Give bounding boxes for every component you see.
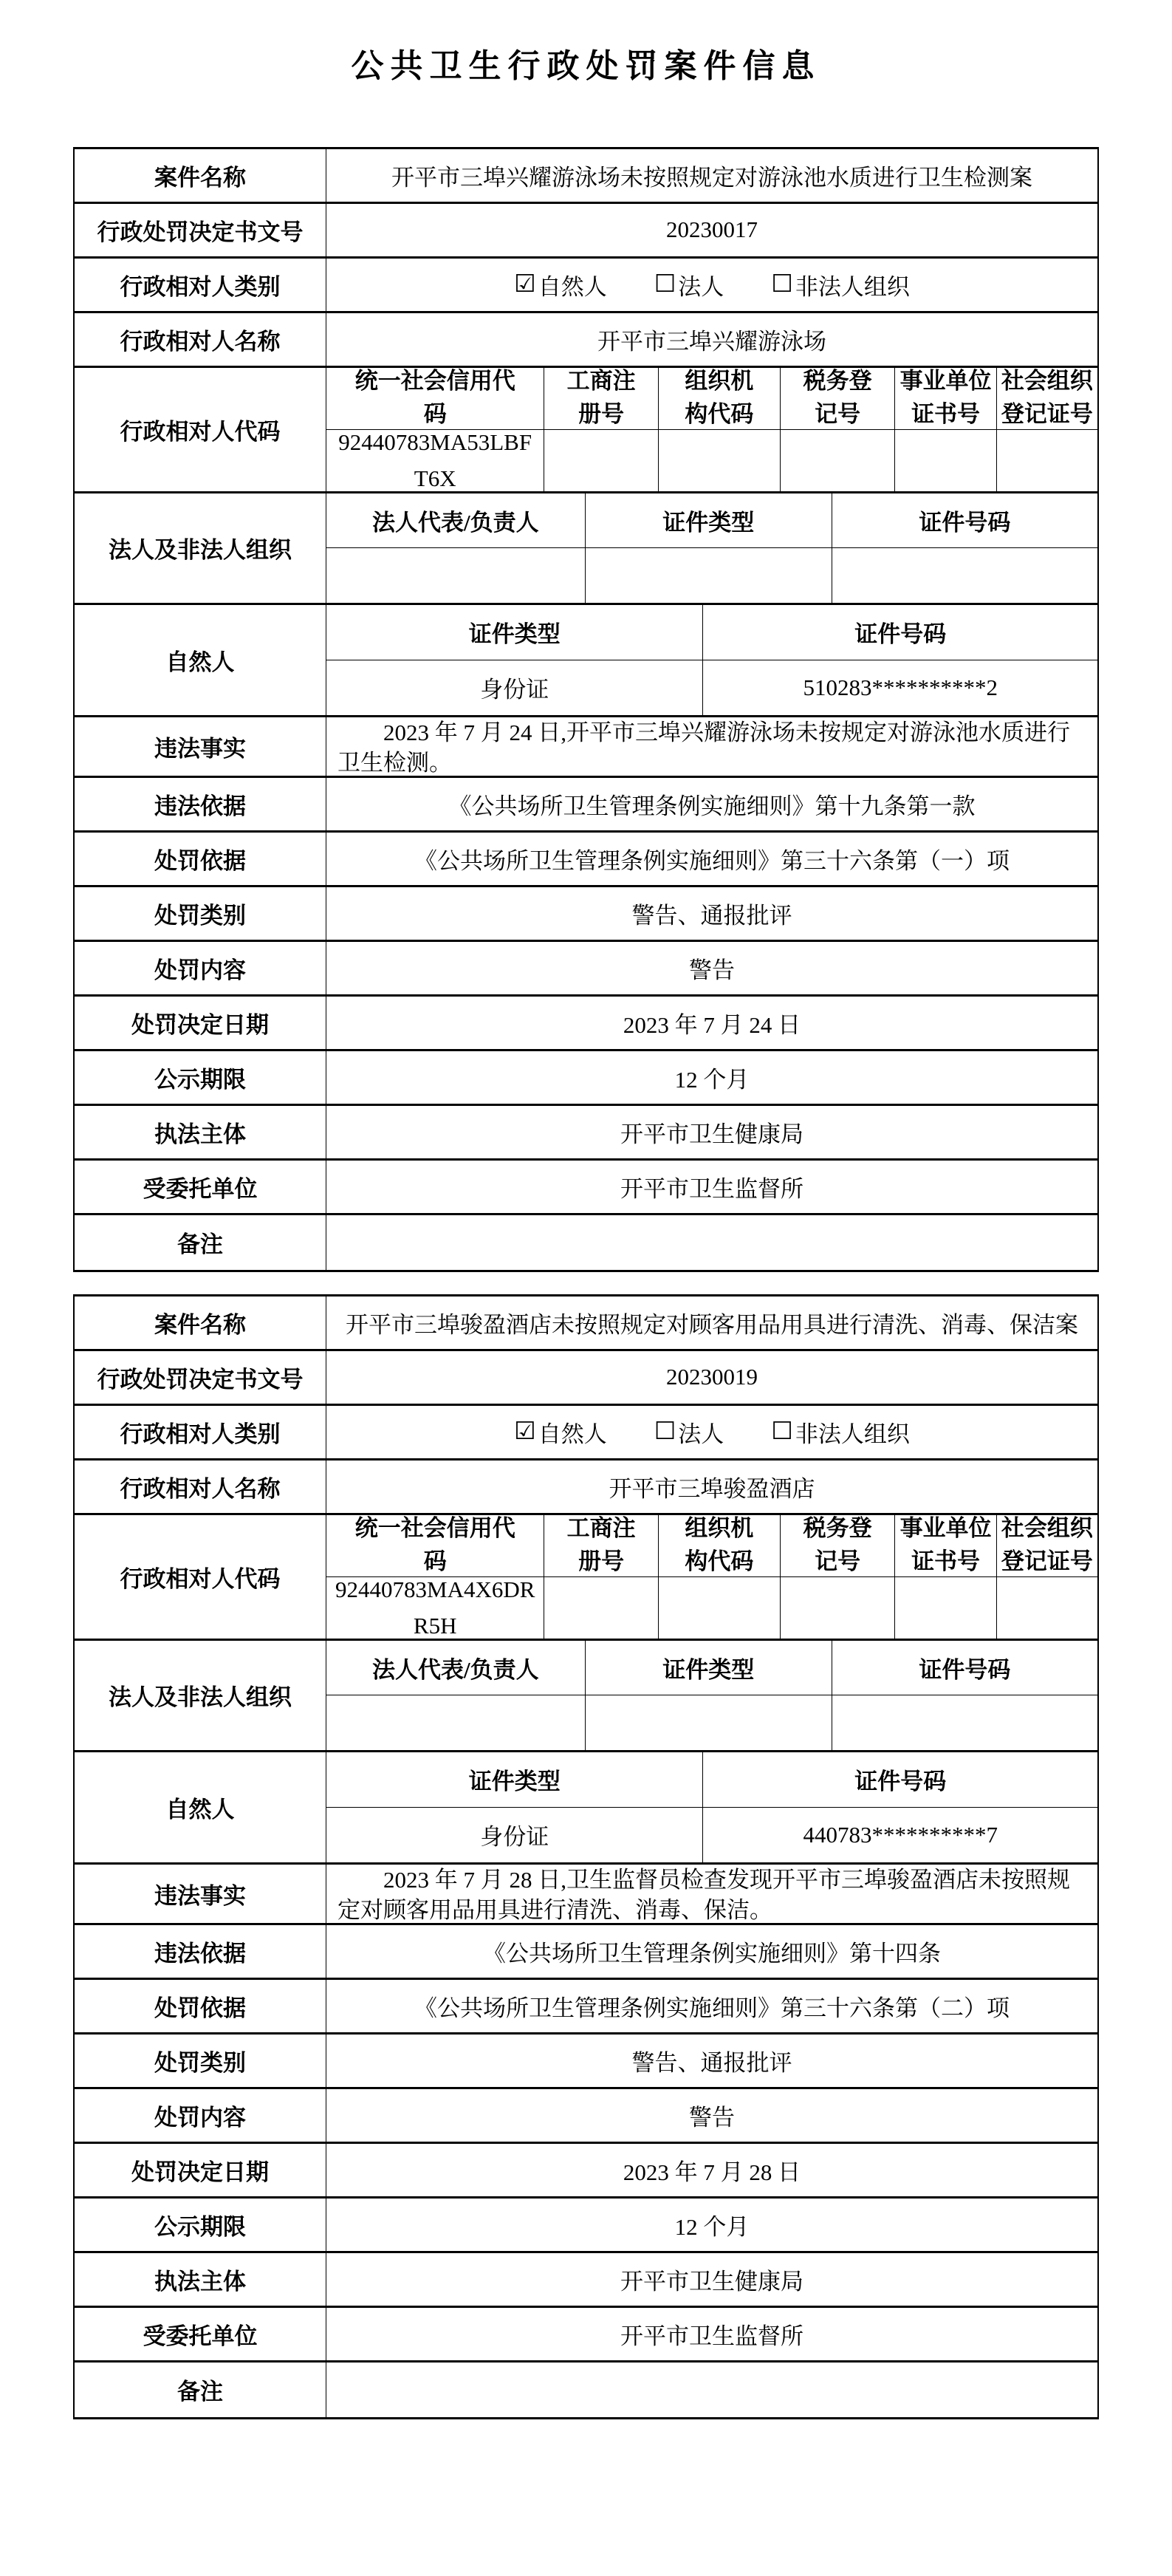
row-case-name — [75, 149, 1097, 204]
row-party-type — [75, 259, 1097, 313]
credit-code-header: 统一社会信用代码 — [326, 368, 544, 430]
natural-cert-type-header: 证件类型 — [326, 1752, 702, 1808]
penalty-date-label: 处罚决定日期 — [75, 997, 326, 1049]
row-legal-org — [75, 1641, 1097, 1752]
checkbox-checked-icon: ☑ — [514, 268, 536, 298]
fact-label: 违法事实 — [75, 1865, 326, 1923]
row-party-code — [75, 368, 1097, 493]
penalty-content-label: 处罚内容 — [75, 2089, 326, 2142]
penalty-content-value: 警告 — [689, 2104, 735, 2131]
social-org-cert-value — [996, 1577, 1097, 1639]
legal-org-subtable — [326, 1641, 1097, 1750]
fact-basis-label: 违法依据 — [75, 1925, 326, 1978]
row-party-name — [75, 1460, 1097, 1515]
party-type-options — [514, 268, 910, 301]
legal-cert-type-value — [585, 548, 832, 603]
party-type-option-label: 自然人 — [538, 1421, 607, 1447]
party-name-value: 开平市三埠骏盈酒店 — [609, 1475, 815, 1502]
remark-value — [326, 1215, 1097, 1270]
row-remark — [75, 1215, 1097, 1270]
legal-org-label: 法人及非法人组织 — [75, 493, 326, 603]
party-code-label: 行政相对人代码 — [75, 368, 326, 491]
tax-reg-no-header: 税务登记号 — [780, 1515, 895, 1577]
row-fact — [75, 1865, 1097, 1925]
row-penalty-date — [75, 2144, 1097, 2199]
legal-rep-header: 法人代表/负责人 — [326, 493, 585, 548]
row-enforcer — [75, 1106, 1097, 1161]
tax-reg-no-value — [780, 430, 895, 491]
party-type-option-label: 法人 — [678, 1421, 724, 1447]
legal-cert-no-value — [832, 548, 1097, 603]
checkbox-unchecked-icon: ☐ — [654, 268, 676, 298]
party-type-option-label: 法人 — [678, 273, 724, 300]
party-type-option-unincorporated-org — [771, 268, 910, 301]
penalty-basis-label: 处罚依据 — [75, 1980, 326, 2032]
social-org-cert-header: 社会组织登记证号 — [996, 368, 1097, 430]
row-natural-person — [75, 605, 1097, 717]
business-reg-no-value — [544, 1577, 658, 1639]
legal-rep-value — [326, 1695, 585, 1750]
party-type-option-legal-person — [654, 1415, 724, 1449]
business-reg-no-header: 工商注册号 — [544, 368, 658, 430]
public-period-label: 公示期限 — [75, 1051, 326, 1104]
row-fact-basis — [75, 1925, 1097, 1980]
tax-reg-no-header: 税务登记号 — [780, 368, 895, 430]
row-doc-no — [75, 204, 1097, 259]
party-code-subtable — [326, 1515, 1097, 1639]
row-party-name — [75, 313, 1097, 368]
legal-cert-no-value — [832, 1695, 1097, 1750]
legal-cert-no-header: 证件号码 — [832, 493, 1097, 548]
legal-cert-type-header: 证件类型 — [585, 1641, 832, 1695]
org-code-header: 组织机构代码 — [658, 1515, 780, 1577]
remark-label: 备注 — [75, 2363, 326, 2417]
public-period-value: 12 个月 — [674, 1066, 750, 1093]
fact-value: 2023 年 7 月 28 日,卫生监督员检查发现开平市三埠骏盈酒店未按照规定对顾客用品用具进行清洗、消毒、保洁。 — [337, 1866, 1070, 1923]
legal-org-subtable — [326, 493, 1097, 603]
penalty-basis-value: 《公共场所卫生管理条例实施细则》第三十六条第（二）项 — [414, 1995, 1010, 2021]
row-natural-person — [75, 1752, 1097, 1865]
credit-code-value: 92440783MA4X6DRR5H — [335, 1576, 535, 1639]
natural-cert-type-value: 身份证 — [480, 1824, 549, 1851]
entrusted-value: 开平市卫生监督所 — [620, 1175, 803, 1202]
enforcer-label: 执法主体 — [75, 1106, 326, 1158]
legal-rep-header: 法人代表/负责人 — [326, 1641, 585, 1695]
row-fact — [75, 717, 1097, 778]
checkbox-checked-icon: ☑ — [514, 1415, 536, 1445]
party-type-option-label: 非法人组织 — [795, 1421, 910, 1447]
row-entrusted — [75, 2308, 1097, 2363]
doc-no-value: 20230017 — [666, 216, 758, 243]
party-type-label: 行政相对人类别 — [75, 1406, 326, 1458]
natural-cert-type-value: 身份证 — [480, 677, 549, 703]
org-code-value — [658, 430, 780, 491]
institution-cert-value — [894, 1577, 995, 1639]
business-reg-no-header: 工商注册号 — [544, 1515, 658, 1577]
org-code-value — [658, 1577, 780, 1639]
doc-no-label: 行政处罚决定书文号 — [75, 1351, 326, 1404]
social-org-cert-header: 社会组织登记证号 — [996, 1515, 1097, 1577]
checkbox-unchecked-icon: ☐ — [771, 1415, 793, 1445]
natural-person-label: 自然人 — [75, 605, 326, 715]
natural-person-label: 自然人 — [75, 1752, 326, 1862]
party-type-option-unincorporated-org — [771, 1415, 910, 1449]
row-penalty-type — [75, 887, 1097, 942]
institution-cert-value — [894, 430, 995, 491]
public-period-value: 12 个月 — [674, 2213, 750, 2240]
penalty-type-label: 处罚类别 — [75, 2035, 326, 2087]
row-entrusted — [75, 1161, 1097, 1215]
checkbox-unchecked-icon: ☐ — [771, 268, 793, 298]
institution-cert-header: 事业单位证书号 — [894, 368, 995, 430]
natural-cert-type-header: 证件类型 — [326, 605, 702, 660]
party-type-options — [514, 1415, 910, 1449]
entrusted-label: 受委托单位 — [75, 2308, 326, 2360]
row-penalty-content — [75, 942, 1097, 997]
party-name-value: 开平市三埠兴耀游泳场 — [597, 328, 826, 355]
penalty-date-label: 处罚决定日期 — [75, 2144, 326, 2196]
natural-cert-no-header: 证件号码 — [702, 605, 1097, 660]
row-public-period — [75, 2199, 1097, 2253]
party-type-option-natural-person — [514, 1415, 607, 1449]
page-title: 公共卫生行政处罚案件信息 — [351, 48, 821, 84]
natural-cert-no-value: 440783**********7 — [702, 1808, 1097, 1862]
penalty-type-value: 警告、通报批评 — [631, 2049, 792, 2076]
row-public-period — [75, 1051, 1097, 1106]
public-period-label: 公示期限 — [75, 2199, 326, 2251]
enforcer-value: 开平市卫生健康局 — [620, 2268, 803, 2295]
party-type-option-legal-person — [654, 268, 724, 301]
party-type-option-natural-person — [514, 268, 607, 301]
org-code-header: 组织机构代码 — [658, 368, 780, 430]
legal-cert-type-value — [585, 1695, 832, 1750]
row-penalty-content — [75, 2089, 1097, 2144]
remark-value — [326, 2363, 1097, 2417]
row-penalty-type — [75, 2035, 1097, 2089]
entrusted-label: 受委托单位 — [75, 1161, 326, 1213]
row-doc-no — [75, 1351, 1097, 1406]
case-name-label: 案件名称 — [75, 1296, 326, 1349]
penalty-date-value: 2023 年 7 月 24 日 — [623, 1011, 801, 1038]
checkbox-unchecked-icon: ☐ — [654, 1415, 676, 1445]
credit-code-value: 92440783MA53LBFT6X — [338, 428, 532, 492]
fact-basis-value: 《公共场所卫生管理条例实施细则》第十九条第一款 — [448, 793, 976, 819]
penalty-type-label: 处罚类别 — [75, 887, 326, 940]
party-name-label: 行政相对人名称 — [75, 1460, 326, 1513]
fact-basis-value: 《公共场所卫生管理条例实施细则》第十四条 — [483, 1940, 941, 1967]
case-table-2 — [73, 1294, 1099, 2419]
row-penalty-date — [75, 997, 1097, 1051]
row-legal-org — [75, 493, 1097, 605]
case-name-label: 案件名称 — [75, 149, 326, 202]
penalty-content-label: 处罚内容 — [75, 942, 326, 994]
business-reg-no-value — [544, 430, 658, 491]
fact-value: 2023 年 7 月 24 日,开平市三埠兴耀游泳场未按规定对游泳池水质进行卫生检测。 — [337, 719, 1070, 776]
row-remark — [75, 2363, 1097, 2417]
natural-person-subtable — [326, 1752, 1097, 1862]
party-type-option-label: 非法人组织 — [795, 273, 910, 300]
social-org-cert-value — [996, 430, 1097, 491]
penalty-basis-value: 《公共场所卫生管理条例实施细则》第三十六条第（一）项 — [414, 847, 1010, 874]
legal-cert-no-header: 证件号码 — [832, 1641, 1097, 1695]
enforcer-label: 执法主体 — [75, 2253, 326, 2306]
fact-basis-label: 违法依据 — [75, 778, 326, 830]
party-code-label: 行政相对人代码 — [75, 1515, 326, 1639]
row-penalty-basis — [75, 833, 1097, 887]
remark-label: 备注 — [75, 1215, 326, 1270]
natural-person-subtable — [326, 605, 1097, 715]
natural-cert-no-value: 510283**********2 — [702, 660, 1097, 715]
legal-rep-value — [326, 548, 585, 603]
doc-no-label: 行政处罚决定书文号 — [75, 204, 326, 256]
tax-reg-no-value — [780, 1577, 895, 1639]
row-case-name — [75, 1296, 1097, 1351]
case-name-value: 开平市三埠骏盈酒店未按照规定对顾客用品用具进行清洗、消毒、保洁案 — [346, 1311, 1078, 1338]
enforcer-value: 开平市卫生健康局 — [620, 1121, 803, 1147]
credit-code-header: 统一社会信用代码 — [326, 1515, 544, 1577]
row-penalty-basis — [75, 1980, 1097, 2035]
party-code-subtable — [326, 368, 1097, 491]
row-enforcer — [75, 2253, 1097, 2308]
penalty-type-value: 警告、通报批评 — [631, 902, 792, 929]
case-table-1 — [73, 147, 1099, 1272]
legal-org-label: 法人及非法人组织 — [75, 1641, 326, 1750]
case-name-value: 开平市三埠兴耀游泳场未按照规定对游泳池水质进行卫生检测案 — [391, 164, 1032, 191]
penalty-basis-label: 处罚依据 — [75, 833, 326, 885]
row-party-type — [75, 1406, 1097, 1460]
party-name-label: 行政相对人名称 — [75, 313, 326, 366]
doc-no-value: 20230019 — [666, 1364, 758, 1390]
party-type-option-label: 自然人 — [538, 273, 607, 300]
row-party-code — [75, 1515, 1097, 1641]
party-type-label: 行政相对人类别 — [75, 259, 326, 311]
fact-label: 违法事实 — [75, 717, 326, 776]
penalty-date-value: 2023 年 7 月 28 日 — [623, 2159, 801, 2185]
penalty-content-value: 警告 — [689, 957, 735, 983]
institution-cert-header: 事业单位证书号 — [894, 1515, 995, 1577]
legal-cert-type-header: 证件类型 — [585, 493, 832, 548]
row-fact-basis — [75, 778, 1097, 833]
natural-cert-no-header: 证件号码 — [702, 1752, 1097, 1808]
entrusted-value: 开平市卫生监督所 — [620, 2323, 803, 2349]
